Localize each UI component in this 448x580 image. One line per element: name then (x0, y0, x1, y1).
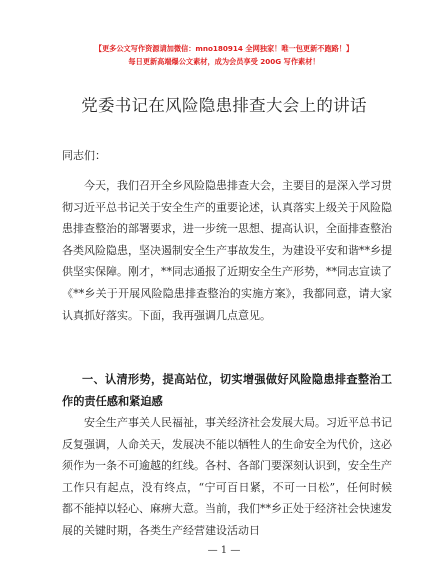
document-title: 党委书记在风险隐患排查大会上的讲话 (81, 96, 367, 115)
section-heading-1: 一、认清形势，提高站位，切实增强做好风险隐患排查整治工作的责任感和紧迫感 (62, 373, 392, 408)
page-number: — 1 — (207, 545, 241, 556)
paragraph-opening: 今天，我们召开全乡风险隐患排查大会，主要目的是深入学习贯彻习近平总书记关于安全生产的重要论述，认真落实上级关于风险隐患排查整治的部署要求，进一步统一思想、提高认识，全面排查整治各类风险隐患，坚决遏制安全生产事故发生，为建设平安和谐**乡提供坚实保障。刚才，**同志通报了近期安全生产形势，**同志宣读了《**乡关于开展风险隐患排查整治的实施方案》，我都同意，请大家认真抓好落实。下面，我再强调几点意见。 (62, 179, 392, 322)
paragraph-section-1: 安全生产事关人民福祉，事关经济社会发展大局。习近平总书记反复强调，人命关天，发展决不能以牺牲人的生命安全为代价，这必须作为一条不可逾越的红线。各村、各部门要深刻认识到，安全生产工作只有起点，没有终点，“宁可百日紧，不可一日松”，任何时候都不能掉以轻心、麻痹大意。当前，我们**乡正处于经济社会快速发展的关键时期，各类生产经营建设活动日 (62, 416, 392, 537)
promo-banner-line-1: 【更多公文写作资源请加微信：mno180914 全网独家！唯一包更新不跑路！】 (94, 44, 354, 53)
promo-banner-line-2: 每日更新高端爆公文素材，成为会员享受 200G 写作素材！ (128, 57, 320, 66)
salutation: 同志们： (62, 149, 106, 162)
